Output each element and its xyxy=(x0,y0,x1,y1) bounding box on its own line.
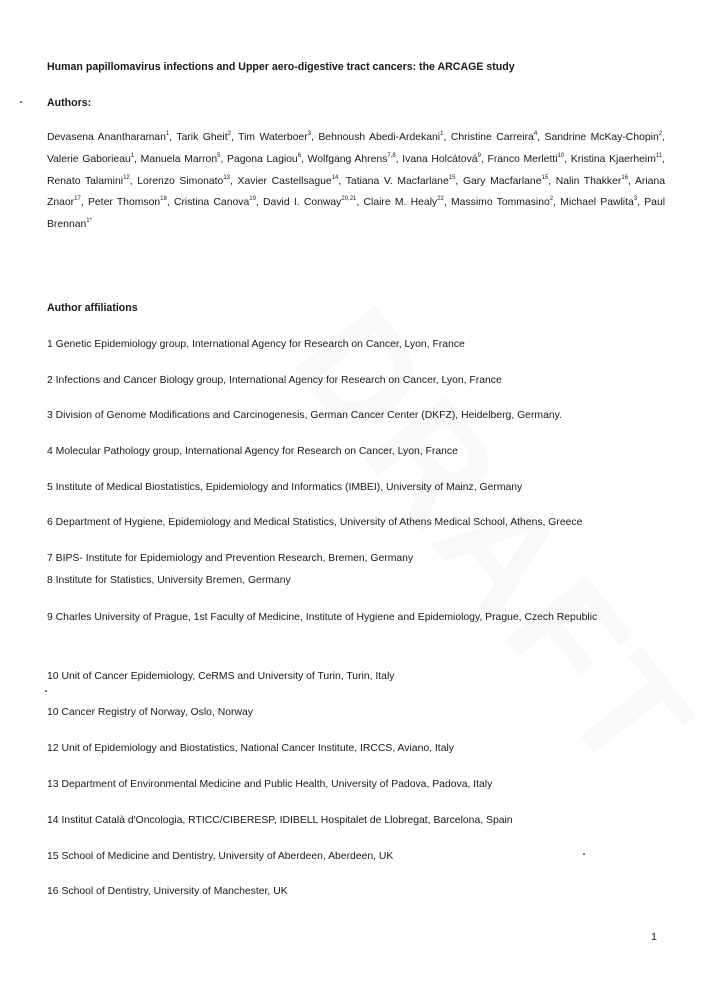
affiliation-item: 2 Infections and Cancer Biology group, International Agency for Research on Cancer, Lyon, France xyxy=(47,375,502,386)
author: Pagona Lagiou$^6$, xyxy=(227,152,308,165)
scan-speck xyxy=(20,101,22,103)
author: Claire M. Healy$^{22}$, xyxy=(363,196,452,209)
author: Paul Brennan$^{1*}$ xyxy=(47,197,666,231)
author: Cristina Canova$^{19}$, xyxy=(173,196,264,209)
author: Gary Macfarlane$^{15}$, xyxy=(462,174,556,187)
author: Behnoush Abedi-Ardekani$^1$, xyxy=(318,131,451,143)
author: Michael Pawlita$^3$, xyxy=(560,196,645,209)
authors-heading: Authors: xyxy=(47,97,92,109)
document-title: Human papillomavirus infections and Upper aero-digestive tract cancers: the ARCAGE study xyxy=(47,61,515,73)
author-list xyxy=(47,127,665,236)
author: Tatiana V. Macfarlane$^{15}$, xyxy=(345,174,463,187)
affiliation-item: 14 Institut Català d'Oncologia, RTICC/CIBERESP, IDIBELL Hospitalet de Llobregat, Barcelona, Spain xyxy=(47,815,513,826)
author: David I. Conway$^{20,21}$, xyxy=(263,196,364,209)
scan-speck xyxy=(583,853,585,855)
affiliation-item: 13 Department of Environmental Medicine and Public Health, University of Padova, Padova, Italy xyxy=(47,779,493,790)
affiliation-item: 4 Molecular Pathology group, International Agency for Research on Cancer, Lyon, France xyxy=(47,446,458,457)
author: Ivana Holcátová$^9$, xyxy=(402,152,488,165)
affiliations-heading: Author affiliations xyxy=(47,302,138,314)
author: Lorenzo Simonato$^{13}$, xyxy=(137,174,238,187)
author: Christine Carreira$^4$, xyxy=(450,131,545,143)
affiliation-item: 7 BIPS- Institute for Epidemiology and Prevention Research, Bremen, Germany xyxy=(47,553,414,564)
affiliation-item: 1 Genetic Epidemiology group, International Agency for Research on Cancer, Lyon, France xyxy=(47,339,465,350)
affiliation-item: 9 Charles University of Prague, 1st Faculty of Medicine, Institute of Hygiene and Epidemiology, Prague, Czech Republic xyxy=(47,612,598,623)
author: Devasena Anantharaman$^1$, xyxy=(47,131,177,143)
affiliation-item: 12 Unit of Epidemiology and Biostatistics, National Cancer Institute, IRCCS, Aviano, Italy xyxy=(47,743,454,754)
affiliation-item: 6 Department of Hygiene, Epidemiology and Medical Statistics, University of Athens Medical School, Athens, Greece xyxy=(47,517,583,528)
author: Peter Thomson$^{18}$, xyxy=(87,196,174,209)
affiliation-item: 10 Unit of Cancer Epidemiology, CeRMS and University of Turin, Turin, Italy xyxy=(47,671,395,682)
author: Ariana Znaor$^{17}$, xyxy=(47,175,666,209)
author: Tarik Gheit$^2$, xyxy=(176,131,239,143)
author: Sandrine McKay-Chopin$^2$, xyxy=(544,131,665,143)
author: Valerie Gaborieau$^1$, xyxy=(47,152,141,165)
author: Franco Merletti$^{10}$, xyxy=(487,152,571,165)
affiliation-item: 10 Cancer Registry of Norway, Oslo, Norway xyxy=(47,707,253,718)
affiliation-item: 8 Institute for Statistics, University Bremen, Germany xyxy=(47,575,291,586)
affiliation-item: 5 Institute of Medical Biostatistics, Epidemiology and Informatics (IMBEI), University of Mainz, Germany xyxy=(47,482,523,493)
scan-speck xyxy=(45,690,47,692)
page-number: 1 xyxy=(651,931,657,943)
author: Massimo Tommasino$^2$, xyxy=(451,196,561,209)
affiliation-item: 3 Division of Genome Modifications and Carcinogenesis, German Cancer Center (DKFZ), Heidelberg, Germany. xyxy=(47,410,562,421)
author: Tim Waterboer$^3$, xyxy=(238,131,319,143)
author: Xavier Castellsague$^{14}$, xyxy=(237,174,346,187)
author: Renato Talamini$^{12}$, xyxy=(47,174,138,187)
affiliation-item: 15 School of Medicine and Dentistry, University of Aberdeen, Aberdeen, UK xyxy=(47,851,394,862)
draft-watermark xyxy=(260,276,707,807)
author: Kristina Kjaerheim$^{11}$, xyxy=(570,152,666,165)
author: Wolfgang Ahrens$^{7,8}$, xyxy=(307,152,403,165)
author: Manuela Marron$^5$, xyxy=(140,152,228,165)
author: Nalin Thakker$^{16}$, xyxy=(555,174,635,187)
affiliation-item: 16 School of Dentistry, University of Manchester, UK xyxy=(47,886,288,897)
